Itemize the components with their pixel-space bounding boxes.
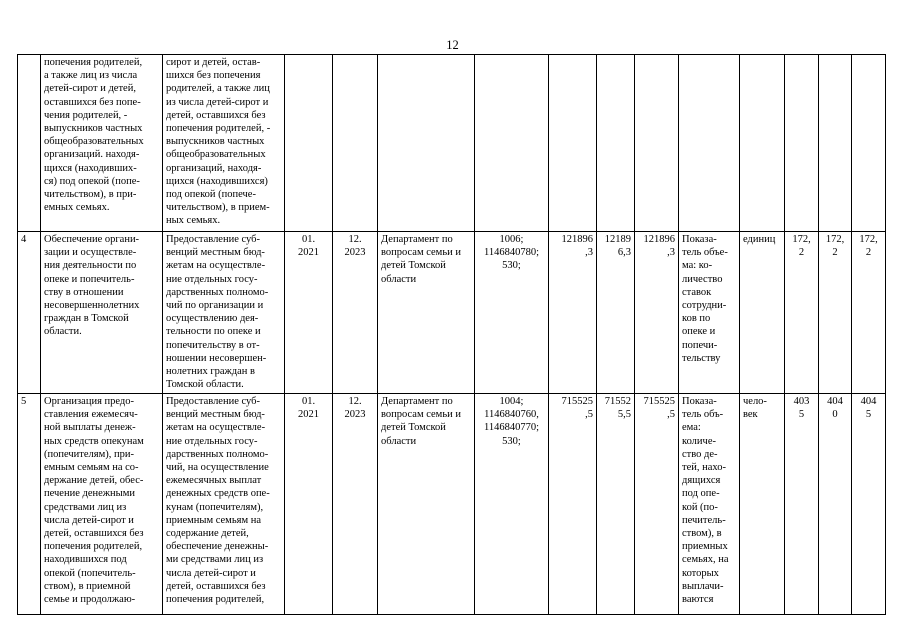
budget-codes-cell: 1006; 1146840780; 530;	[475, 232, 549, 394]
target-2023-cell: 172, 2	[852, 232, 886, 394]
page-number: 12	[446, 38, 459, 52]
funding-2023-cell: 715525 ,5	[635, 394, 679, 615]
indicator-cell	[679, 55, 740, 232]
activity-content-cell: Предоставление суб- венций местным бюд- жетам на осуществле- ние отдельных госу- дарственных полномо- чий по организации и осуществлению дея- тельности по опеке и попечительству в от- ношении несовершен- нолетних граждан в Томской области.	[163, 232, 285, 394]
end-date-cell: 12. 2023	[333, 232, 378, 394]
end-date-cell: 12. 2023	[333, 394, 378, 615]
table-row	[18, 55, 886, 232]
end-date-cell	[333, 55, 378, 232]
executor-cell	[378, 55, 475, 232]
target-2022-cell	[819, 55, 852, 232]
target-2021-cell	[785, 55, 819, 232]
target-2022-cell: 172, 2	[819, 232, 852, 394]
budget-codes-cell	[475, 55, 549, 232]
target-2021-cell: 172, 2	[785, 232, 819, 394]
funding-2022-cell: 12189 6,3	[597, 232, 635, 394]
funding-2022-cell	[597, 55, 635, 232]
target-2022-cell: 404 0	[819, 394, 852, 615]
row-number-cell	[18, 55, 41, 232]
target-2023-cell	[852, 55, 886, 232]
executor-cell: Департамент по вопросам семьи и детей Томской области	[378, 232, 475, 394]
funding-2021-cell	[549, 55, 597, 232]
funding-2023-cell	[635, 55, 679, 232]
target-2021-cell: 403 5	[785, 394, 819, 615]
target-2023-cell: 404 5	[852, 394, 886, 615]
indicator-cell: Показа- тель объе- ма: ко- личество ставок сотрудни- ков по опеке и попечи- тельству	[679, 232, 740, 394]
table-row	[18, 232, 886, 394]
activity-content-cell: Предоставление суб- венций местным бюд- жетам на осуществле- ние отдельных госу- дарственных полномо- чий, на осуществление ежемесячных выплат денежных средств опе- кунам (попечителям), приемным семьям на содержание детей, обеспечение денежны- ми средствами лиц из числа детей-сирот и детей, оставшихся без попечения родителей,	[163, 394, 285, 615]
start-date-cell	[285, 55, 333, 232]
funding-2023-cell: 121896 ,3	[635, 232, 679, 394]
start-date-cell: 01. 2021	[285, 394, 333, 615]
funding-2022-cell: 71552 5,5	[597, 394, 635, 615]
row-number-cell: 4	[18, 232, 41, 394]
funding-2021-cell: 121896 ,3	[549, 232, 597, 394]
activity-name-cell: Организация предо- ставления ежемесяч- ной выплаты денеж- ных средств опекунам (попечителям), при- емным семьям на со- держание детей, обес- печение денежными средствами лиц из числа детей-сирот и детей, оставшихся без попечения родителей, находившихся под опекой (попечитель- ством), в приемной семье и продолжаю-	[41, 394, 163, 615]
activity-name-cell: попечения родителей, а также лиц из числа детей-сирот и детей, оставшихся без попе- чения родителей, - выпускников частных общеобразовательных организаций. находя- щихся (находивших- ся) под опекой (попе- чительством), в при- емных семьях.	[41, 55, 163, 232]
unit-cell	[740, 55, 785, 232]
activity-content-cell: сирот и детей, остав- шихся без попечения родителей, а также лиц из числа детей-сирот и детей, оставшихся без попечения родителей, - выпускников частных общеобразовательных организаций, находя- щихся (находившихся) под опекой (попече- чительством), в прием- ных семьях.	[163, 55, 285, 232]
unit-cell: чело- век	[740, 394, 785, 615]
indicator-cell: Показа- тель объ- ема: количе- ство де- тей, нахо- дящихся под опе- кой (по- печитель- ством), в приемных семьях, на которых выплачи- ваются	[679, 394, 740, 615]
funding-2021-cell: 715525 ,5	[549, 394, 597, 615]
program-activities-table	[17, 54, 886, 615]
executor-cell: Департамент по вопросам семьи и детей Томской области	[378, 394, 475, 615]
table-row	[18, 394, 886, 615]
activity-name-cell: Обеспечение органи- зации и осуществле- ния деятельности по опеке и попечитель- ству в отношении несовершеннолетних граждан в Томской области.	[41, 232, 163, 394]
budget-codes-cell: 1004; 1146840760, 1146840770; 530;	[475, 394, 549, 615]
row-number-cell: 5	[18, 394, 41, 615]
unit-cell: единиц	[740, 232, 785, 394]
start-date-cell: 01. 2021	[285, 232, 333, 394]
